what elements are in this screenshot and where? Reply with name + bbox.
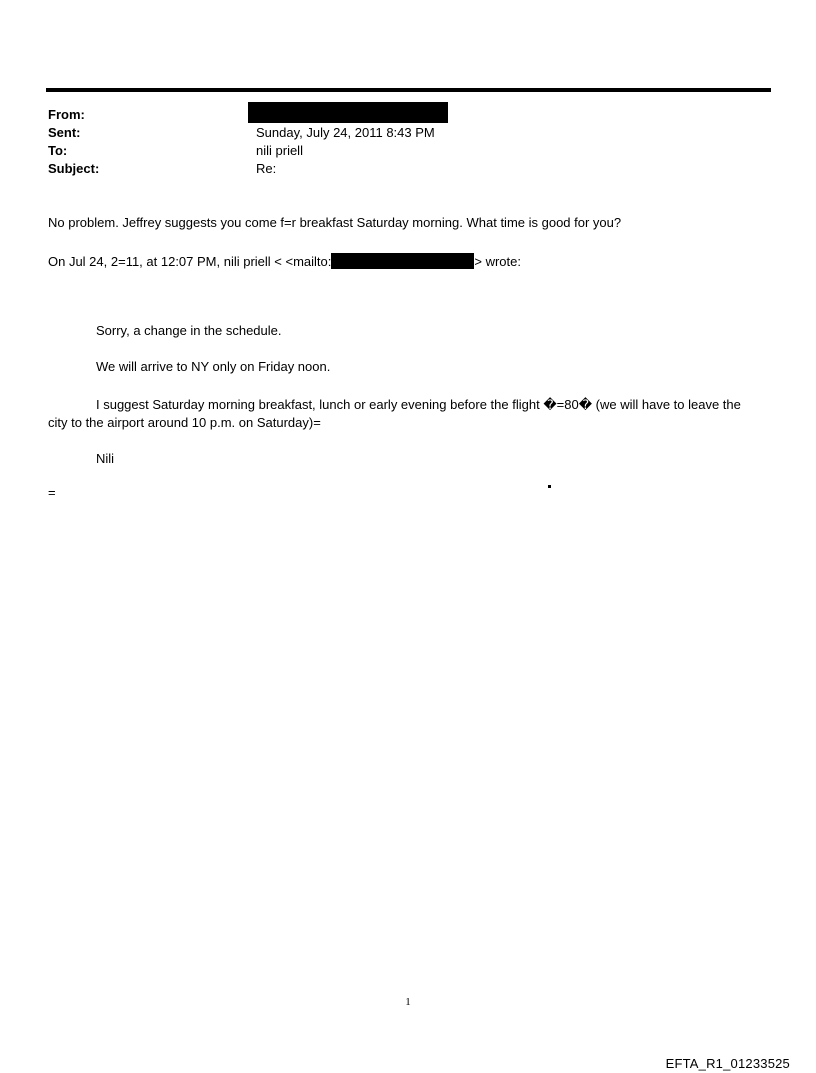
- quote-intro-before: On Jul 24, 2=11, at 12:07 PM, nili priell < <mailto:: [48, 254, 332, 269]
- from-label: From:: [48, 107, 85, 122]
- quoted-line-2: We will arrive to NY only on Friday noon.: [96, 359, 331, 374]
- to-value: nili priell: [256, 143, 303, 158]
- from-redaction: [248, 102, 448, 123]
- signature: Nili: [96, 451, 115, 466]
- quote-intro-after: > wrote:: [474, 254, 521, 269]
- stray-dot-mark: [548, 485, 551, 488]
- subject-value: Re:: [256, 161, 277, 176]
- page-number: 1: [405, 996, 411, 1008]
- reply-line: No problem. Jeffrey suggests you come f=r breakfast Saturday morning. What time is good for you?: [48, 215, 622, 230]
- to-label: To:: [48, 143, 68, 158]
- header-divider-rule: [46, 88, 771, 92]
- quoted-line-3: I suggest Saturday morning breakfast, lunch or early evening before the flight �=80� (we will have to leave the city to the airport around 10 p.m. on Saturday)=: [48, 397, 741, 430]
- quote-intro-line: [48, 253, 521, 271]
- document-id: EFTA_R1_01233525: [665, 1056, 790, 1071]
- sent-value: Sunday, July 24, 2011 8:43 PM: [256, 125, 435, 140]
- trailing-equals: =: [48, 485, 56, 500]
- subject-label: Subject:: [48, 161, 100, 176]
- sent-label: Sent:: [48, 125, 81, 140]
- email-redaction: [331, 253, 474, 269]
- quoted-line-1: Sorry, a change in the schedule.: [96, 323, 282, 338]
